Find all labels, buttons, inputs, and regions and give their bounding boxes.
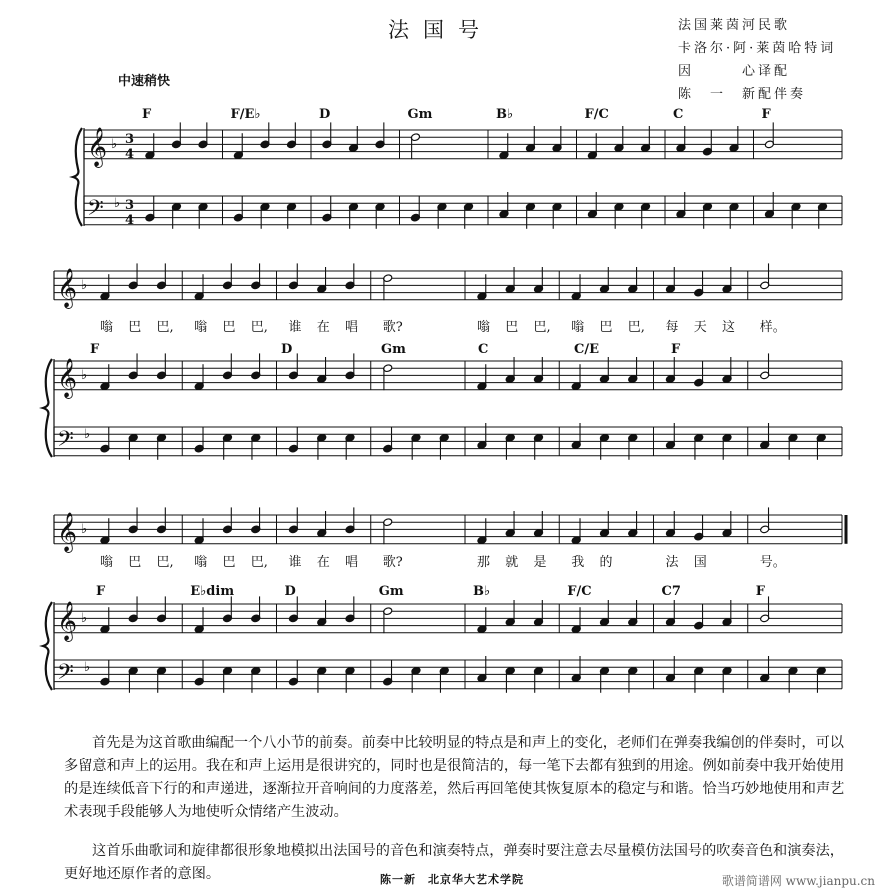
signature: 陈一新 北京华大艺术学院 bbox=[380, 873, 524, 886]
system2-lyric-m4-syllable-2: 巴, bbox=[533, 320, 551, 335]
system2-lyric-m0-syllable-2: 巴, bbox=[156, 320, 174, 335]
system2-lyric-m2-syllable-0: 谁 bbox=[288, 320, 302, 335]
system3-lyric-m0-syllable-2: 巴, bbox=[156, 555, 174, 570]
credit-lyricist: 卡洛尔·阿·莱茵哈特词 bbox=[678, 41, 837, 56]
system3-lyric-m6-syllable-1: 国 bbox=[693, 555, 707, 570]
system3-lyric-m4-syllable-0: 那 bbox=[476, 555, 490, 570]
system2-lyric-m7-syllable-0: 样。 bbox=[759, 320, 786, 335]
system2-lyric-m6-syllable-1: 天 bbox=[693, 320, 707, 335]
commentary-paragraph-1: 首先是为这首歌曲编配一个八小节的前奏。前奏中比较明显的特点是和声上的变化，老师们在弹奏我编创的伴奏时，可以多留意和声上的运用。我在和声上运用是很讲究的，同时也是很简洁的，每一笔下去都有独到的用途。例如前奏中我开始使用的是连续低音下行的和声递进，逐渐拉开音响间的力度落差，然后再回笔使其恢复原本的稳定与和谐。恰当巧妙地使用和声艺术表现手段能够人为地使听众情绪产生波动。 bbox=[64, 735, 845, 820]
system3-lyric-m2-syllable-1: 在 bbox=[316, 555, 330, 570]
system3-lyric-m4-syllable-1: 就 bbox=[505, 555, 519, 570]
system2-lyric-m5-syllable-0: 嗡 bbox=[571, 320, 585, 335]
system3-chord-3: Gm bbox=[378, 584, 404, 599]
system3-lyric-m5-syllable-1: 的 bbox=[599, 555, 613, 570]
system1-time-top: 3 bbox=[125, 132, 135, 147]
system3-lyric-m7-syllable-0: 号。 bbox=[759, 555, 786, 570]
system2-key-flat: ♭ bbox=[81, 368, 88, 383]
system3-chord-0: F bbox=[96, 584, 106, 599]
system1-key-flat: ♭ bbox=[111, 137, 118, 152]
system3-chord-7: F bbox=[755, 584, 765, 599]
system2-chord-3: C bbox=[478, 342, 489, 357]
system1-chord-1: F/E♭ bbox=[230, 107, 261, 122]
system3-key-flat: ♭ bbox=[81, 611, 88, 626]
system2-lyric-m1-syllable-2: 巴, bbox=[250, 320, 268, 335]
system3-lyric-m1-syllable-1: 巴 bbox=[222, 555, 236, 570]
system3-chord-5: F/C bbox=[567, 584, 592, 599]
credit-origin: 法国莱茵河民歌 bbox=[678, 18, 791, 33]
commentary-paragraph-2: 这首乐曲歌词和旋律都很形象地模拟出法国号的音色和演奏特点，弹奏时要注意去尽量模仿法国号的吹奏音色和演奏法，更好地还原作者的意图。 bbox=[64, 843, 844, 882]
system2-lyric-m0-syllable-1: 巴 bbox=[128, 320, 142, 335]
system1-time-top: 3 bbox=[125, 198, 135, 213]
system1-chord-7: F bbox=[761, 107, 771, 122]
system2-lyric-m6-syllable-2: 这 bbox=[722, 320, 736, 335]
system2-brace bbox=[43, 359, 52, 457]
system3-lyric-m1-syllable-2: 巴, bbox=[250, 555, 268, 570]
system2-chord-4: C/E bbox=[574, 342, 600, 357]
song-title: 法国号 bbox=[388, 18, 493, 42]
system1-bass-clef: 𝄢 bbox=[87, 196, 104, 226]
system3-lyric-m1-syllable-0: 嗡 bbox=[194, 555, 208, 570]
system3-lyric-m3-syllable-0: 歌? bbox=[382, 555, 403, 570]
system2-chord-2: Gm bbox=[381, 342, 406, 357]
system3-lyric-m4-syllable-2: 是 bbox=[533, 555, 547, 570]
system1-chord-4: B♭ bbox=[496, 107, 514, 122]
system3-key-flat: ♭ bbox=[84, 660, 91, 675]
system3-treble-clef: 𝄞 bbox=[57, 601, 78, 641]
system3-lyric-m0-syllable-0: 嗡 bbox=[99, 555, 113, 570]
watermark: 歌谱简谱网 www.jianpu.cn bbox=[721, 874, 875, 888]
credit-translator: 因 心译配 bbox=[678, 64, 791, 79]
system2-lyric-m0-syllable-0: 嗡 bbox=[99, 320, 113, 335]
system1-chord-3: Gm bbox=[407, 107, 433, 122]
system3-treble-clef: 𝄞 bbox=[57, 512, 78, 552]
system2-lyric-m1-syllable-0: 嗡 bbox=[194, 320, 208, 335]
system2-lyric-m1-syllable-1: 巴 bbox=[222, 320, 236, 335]
system2-key-flat: ♭ bbox=[84, 427, 91, 442]
system2-lyric-m4-syllable-0: 嗡 bbox=[476, 320, 490, 335]
system2-lyric-m4-syllable-1: 巴 bbox=[505, 320, 519, 335]
system3-key-flat: ♭ bbox=[81, 522, 88, 537]
system3-lyric-m2-syllable-2: 唱 bbox=[345, 555, 359, 570]
system3-lyric-m2-syllable-0: 谁 bbox=[288, 555, 302, 570]
system3-chord-1: E♭dim bbox=[190, 584, 235, 599]
system1-chord-0: F bbox=[142, 107, 152, 122]
system1-key-flat: ♭ bbox=[114, 196, 121, 211]
system3-lyric-m5-syllable-0: 我 bbox=[571, 555, 585, 570]
system1-brace bbox=[73, 128, 82, 226]
system3-brace bbox=[43, 602, 52, 690]
system2-lyric-m3-syllable-0: 歌? bbox=[382, 320, 403, 335]
system1-chord-6: C bbox=[673, 107, 684, 122]
system3-lyric-m0-syllable-1: 巴 bbox=[128, 555, 142, 570]
system2-key-flat: ♭ bbox=[81, 278, 88, 293]
system2-lyric-m6-syllable-0: 每 bbox=[665, 320, 679, 335]
system2-lyric-m5-syllable-2: 巴, bbox=[627, 320, 645, 335]
system1-chord-5: F/C bbox=[584, 107, 609, 122]
system1-chord-2: D bbox=[319, 107, 331, 122]
system2-lyric-m5-syllable-1: 巴 bbox=[599, 320, 613, 335]
system3-chord-6: C7 bbox=[661, 584, 681, 599]
system2-chord-0: F bbox=[90, 342, 100, 357]
system2-bass-clef: 𝄢 bbox=[57, 427, 74, 457]
system3-bass-clef: 𝄢 bbox=[57, 660, 74, 690]
tempo-marking: 中速稍快 bbox=[118, 74, 171, 89]
system2-lyric-m2-syllable-2: 唱 bbox=[345, 320, 359, 335]
system2-treble-clef: 𝄞 bbox=[57, 358, 78, 398]
system2-treble-clef: 𝄞 bbox=[57, 268, 78, 308]
system1-treble-clef: 𝄞 bbox=[87, 127, 108, 167]
system1-time-bottom: 4 bbox=[125, 147, 135, 162]
system3-chord-2: D bbox=[284, 584, 296, 599]
system2-lyric-m2-syllable-1: 在 bbox=[316, 320, 330, 335]
system3-lyric-m6-syllable-0: 法 bbox=[665, 555, 679, 570]
system2-chord-1: D bbox=[281, 342, 293, 357]
system1-time-bottom: 4 bbox=[125, 213, 135, 228]
system2-chord-5: F bbox=[671, 342, 681, 357]
system3-chord-4: B♭ bbox=[473, 584, 491, 599]
credit-arranger: 陈 一 新配伴奏 bbox=[678, 87, 807, 102]
